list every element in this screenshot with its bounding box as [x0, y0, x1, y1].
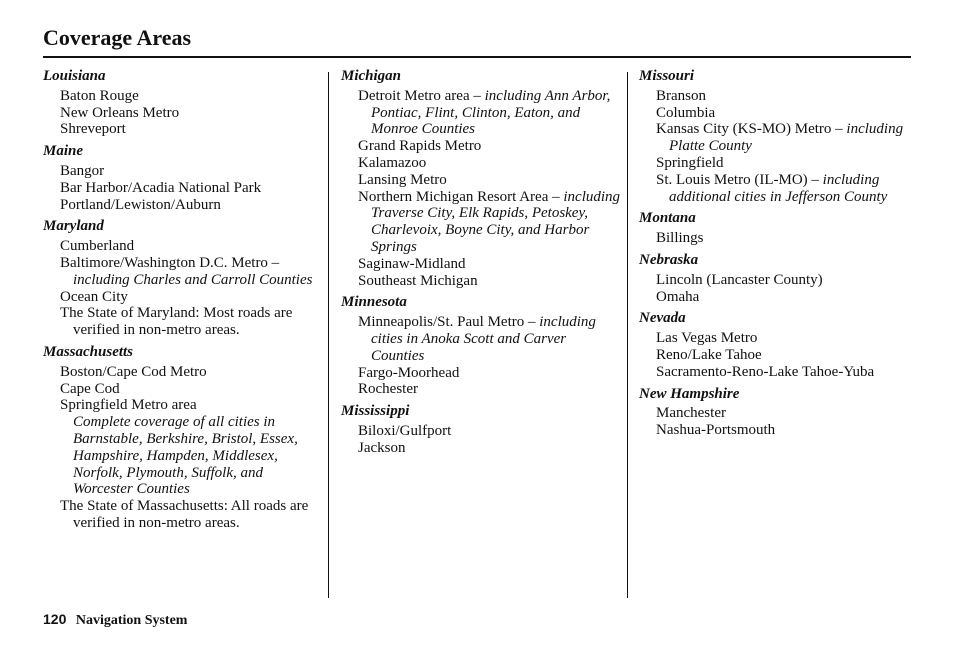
- city-name: [358, 314, 621, 364]
- city-name: [656, 105, 919, 122]
- city-item: [43, 105, 323, 122]
- state-section: [341, 403, 621, 456]
- city-name: [358, 88, 621, 138]
- state-section: [43, 143, 323, 213]
- city-text: Reno/Lake Tahoe: [656, 346, 762, 363]
- city-item: [43, 498, 323, 532]
- city-item: [639, 347, 919, 364]
- city-name: [358, 381, 621, 398]
- city-name: [358, 365, 621, 382]
- city-name: [60, 105, 323, 122]
- city-text: Southeast Michigan: [358, 272, 478, 289]
- state-heading: Montana: [639, 210, 696, 227]
- city-name: [656, 230, 919, 247]
- state-section: [639, 68, 919, 205]
- city-item: [341, 189, 621, 256]
- city-name: [60, 289, 323, 306]
- state-heading: Maryland: [43, 218, 104, 235]
- city-name: [358, 440, 621, 457]
- state-heading: Nevada: [639, 310, 686, 327]
- city-item: [43, 255, 323, 289]
- city-item: [43, 364, 323, 381]
- state-heading: New Hampshire: [639, 385, 740, 402]
- city-item: [341, 155, 621, 172]
- city-name: [358, 273, 621, 290]
- city-name: [656, 422, 919, 439]
- column-divider: [328, 72, 329, 598]
- city-item: [639, 88, 919, 105]
- city-item: [639, 172, 919, 206]
- city-item: [43, 197, 323, 214]
- city-text: Las Vegas Metro: [656, 330, 758, 347]
- city-text: Columbia: [656, 104, 716, 121]
- city-name: [358, 423, 621, 440]
- city-text: Ocean City: [60, 288, 128, 305]
- city-text: Grand Rapids Metro: [358, 138, 482, 155]
- city-text: Bar Harbor/Acadia National Park: [60, 179, 262, 196]
- city-text: Saginaw-Midland: [358, 255, 466, 272]
- column-1: [43, 68, 323, 532]
- city-text: The State of Maryland: Most roads are verified in non-metro areas.: [60, 305, 293, 339]
- city-name: [60, 180, 323, 197]
- city-item: [341, 256, 621, 273]
- city-item: [43, 397, 323, 498]
- column-3: [639, 68, 919, 439]
- city-text: New Orleans Metro: [60, 104, 180, 121]
- city-note: including Traverse City, Elk Rapids, Petoskey, Charlevoix, Boyne City, and Harbor Springs: [371, 188, 621, 255]
- city-note: including cities in Anoka Scott and Carver Counties: [371, 314, 596, 364]
- city-name: [656, 330, 919, 347]
- city-item: [43, 88, 323, 105]
- city-text: Cumberland: [60, 238, 135, 255]
- state-section: [43, 218, 323, 339]
- city-text: Fargo-Moorhead: [358, 364, 460, 381]
- page-footer: [43, 610, 187, 630]
- city-name: [656, 155, 919, 172]
- city-item: [341, 381, 621, 398]
- city-name: [656, 272, 919, 289]
- city-name: [60, 163, 323, 180]
- city-item: [639, 405, 919, 422]
- state-section: [341, 68, 621, 289]
- page-title: Coverage Areas: [43, 25, 192, 50]
- city-item: [43, 289, 323, 306]
- city-text: Sacramento-Reno-Lake Tahoe-Yuba: [656, 363, 875, 380]
- state-heading: Minnesota: [341, 294, 407, 311]
- title-divider: [43, 56, 911, 58]
- city-item: [341, 273, 621, 290]
- city-name: [358, 155, 621, 172]
- city-note: including additional cities in Jefferson County: [669, 171, 888, 205]
- city-item: [43, 238, 323, 255]
- city-item: [43, 381, 323, 398]
- city-item: [639, 230, 919, 247]
- city-name: [656, 88, 919, 105]
- city-text: Billings: [656, 230, 704, 247]
- city-text: Portland/Lewiston/Auburn: [60, 196, 221, 213]
- state-heading: Nebraska: [639, 251, 699, 268]
- city-text: Rochester: [358, 381, 418, 398]
- city-name: [656, 405, 919, 422]
- city-text: Baltimore/Washington D.C. Metro –: [60, 254, 280, 271]
- city-name: [358, 172, 621, 189]
- city-text: Baton Rouge: [60, 87, 139, 104]
- city-name: [358, 256, 621, 273]
- city-item: [639, 289, 919, 306]
- city-name: [60, 197, 323, 214]
- city-subnote: Complete coverage of all cities in Barnstable, Berkshire, Bristol, Essex, Hampshire, Hampden, Middlesex, Norfolk, Plymouth, Suffolk, and Worcester Counties: [73, 414, 298, 498]
- city-text: Nashua-Portsmouth: [656, 422, 776, 439]
- city-name: [656, 364, 919, 381]
- city-item: [639, 121, 919, 155]
- city-name: [60, 305, 323, 339]
- city-text: Detroit Metro area –: [358, 87, 481, 104]
- state-section: [639, 310, 919, 380]
- city-item: [639, 330, 919, 347]
- city-item: [639, 422, 919, 439]
- state-heading: Michigan: [341, 68, 402, 84]
- state-section: [639, 386, 919, 439]
- city-item: [639, 155, 919, 172]
- city-item: [341, 440, 621, 457]
- city-text: Springfield: [656, 154, 724, 171]
- city-name: [656, 289, 919, 306]
- city-text: Lansing Metro: [358, 171, 447, 188]
- city-name: [656, 347, 919, 364]
- state-section: [43, 68, 323, 138]
- city-item: [639, 105, 919, 122]
- state-section: [43, 344, 323, 532]
- city-name: [60, 364, 323, 381]
- city-name: [60, 88, 323, 105]
- state-section: [341, 294, 621, 398]
- city-text: Boston/Cape Cod Metro: [60, 363, 207, 380]
- city-text: Jackson: [358, 439, 406, 456]
- city-item: [341, 172, 621, 189]
- city-text: Northern Michigan Resort Area –: [358, 188, 560, 205]
- city-name: [60, 381, 323, 398]
- city-text: Shreveport: [60, 121, 126, 138]
- city-text: Springfield Metro area: [60, 397, 197, 414]
- state-heading: Maine: [43, 143, 84, 160]
- state-heading: Louisiana: [43, 68, 106, 84]
- city-name: [60, 397, 323, 414]
- city-note: including Platte County: [669, 121, 904, 155]
- city-note: including Ann Arbor, Pontiac, Flint, Clinton, Eaton, and Monroe Counties: [371, 87, 611, 138]
- city-item: [639, 364, 919, 381]
- state-heading: Massachusetts: [43, 343, 134, 360]
- city-note: including Charles and Carroll Counties: [73, 271, 313, 288]
- city-name: [60, 121, 323, 138]
- city-item: [341, 365, 621, 382]
- city-text: St. Louis Metro (IL-MO) –: [656, 171, 819, 188]
- city-name: [656, 172, 919, 206]
- city-item: [43, 163, 323, 180]
- city-text: Cape Cod: [60, 380, 120, 397]
- city-text: Branson: [656, 87, 706, 104]
- city-item: [341, 88, 621, 138]
- state-heading: Missouri: [639, 68, 695, 84]
- city-name: [60, 498, 323, 532]
- city-text: Bangor: [60, 162, 105, 179]
- state-section: [639, 210, 919, 247]
- city-item: [341, 423, 621, 440]
- city-item: [341, 138, 621, 155]
- city-text: Kansas City (KS-MO) Metro –: [656, 121, 843, 138]
- city-name: [60, 255, 323, 289]
- city-item: [639, 272, 919, 289]
- city-name: [60, 238, 323, 255]
- state-heading: Mississippi: [341, 403, 410, 420]
- city-item: [43, 121, 323, 138]
- city-name: [656, 121, 919, 155]
- city-text: Lincoln (Lancaster County): [656, 271, 823, 288]
- city-item: [43, 180, 323, 197]
- column-divider: [627, 72, 628, 598]
- city-text: Minneapolis/St. Paul Metro –: [358, 314, 536, 331]
- column-2: [341, 68, 621, 457]
- city-name: [358, 189, 621, 256]
- city-text: Omaha: [656, 288, 700, 305]
- city-item: [341, 314, 621, 364]
- city-text: Manchester: [656, 405, 726, 422]
- city-name: [358, 138, 621, 155]
- footer-section-title: Navigation System: [75, 613, 188, 628]
- city-text: Kalamazoo: [358, 154, 427, 171]
- state-section: [639, 252, 919, 305]
- city-item: [43, 305, 323, 339]
- city-text: The State of Massachusetts: All roads are verified in non-metro areas.: [60, 498, 309, 531]
- city-text: Biloxi/Gulfport: [358, 422, 452, 439]
- page-number: 120: [43, 611, 67, 627]
